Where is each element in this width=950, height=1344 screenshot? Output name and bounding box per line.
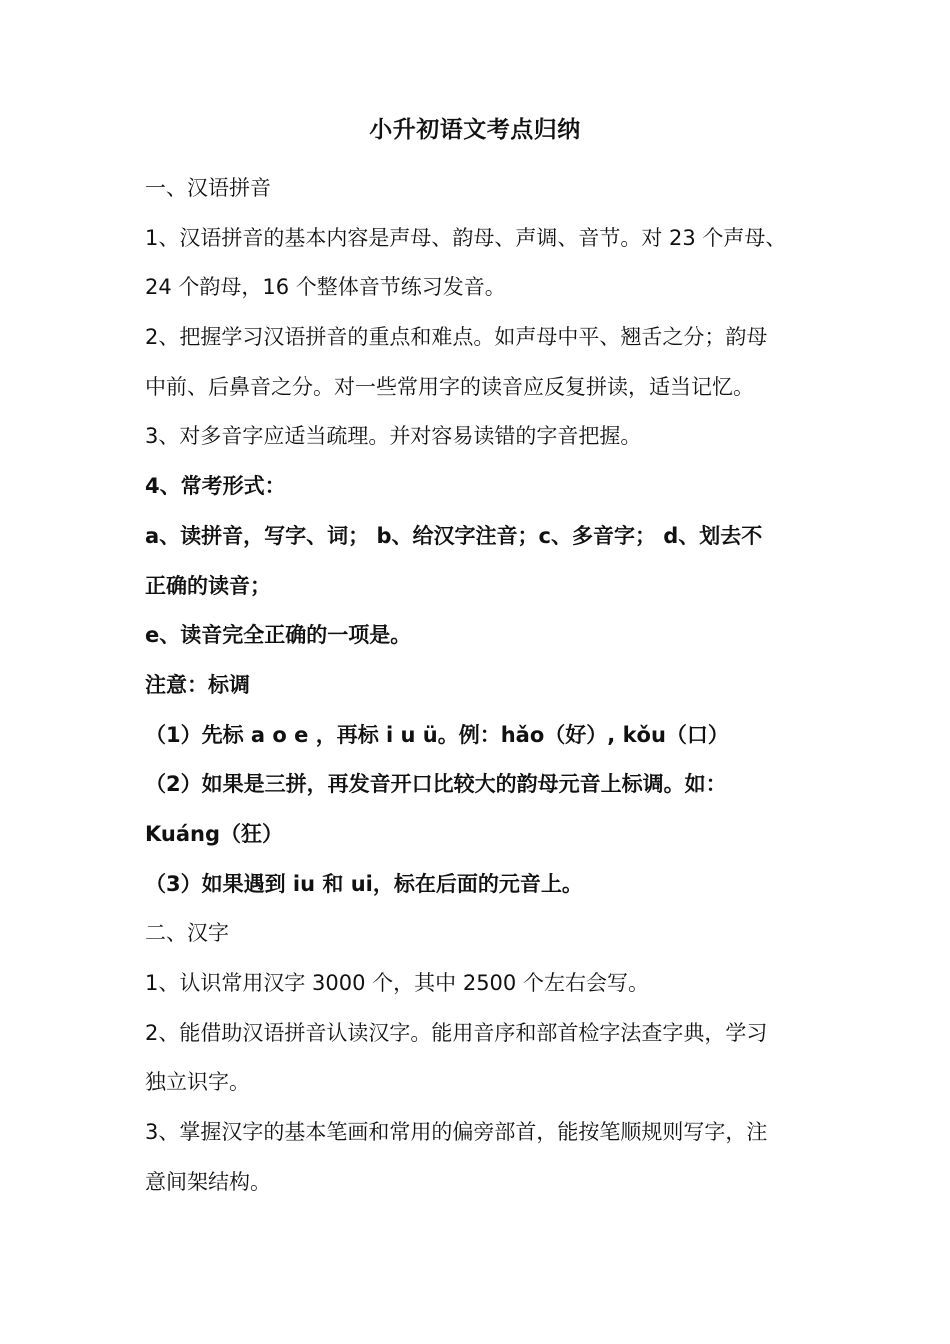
bold-note-heading: 注意：标调 — [145, 672, 250, 697]
document-title: 小升初语文考点归纳 — [369, 117, 581, 143]
paragraph-line: 1、汉语拼音的基本内容是声母、韵母、声调、音节。对 23 个声母、 — [145, 225, 787, 250]
paragraph-line: 2、把握学习汉语拼音的重点和难点。如声母中平、翘舌之分；韵母 — [145, 325, 768, 350]
bold-heading-exam-forms: 4、常考形式： — [145, 474, 286, 499]
paragraph-line: 意间架结构。 — [145, 1169, 271, 1194]
paragraph-line: 3、掌握汉字的基本笔画和常用的偏旁部首，能按笔顺规则写字，注 — [145, 1120, 768, 1145]
bold-paragraph-line: a、读拼音，写字、词； b、给汉字注音；c、多音字； d、划去不 — [145, 523, 763, 548]
bold-paragraph-line: 正确的读音； — [145, 573, 271, 598]
paragraph-line: 3、对多音字应适当疏理。并对容易读错的字音把握。 — [145, 424, 642, 449]
paragraph-line: 1、认识常用汉字 3000 个，其中 2500 个左右会写。 — [145, 971, 649, 995]
paragraph-line: 中前、后鼻音之分。对一些常用字的读音应反复拼读，适当记忆。 — [145, 374, 754, 399]
bold-rule-line: （2）如果是三拼，再发音开口比较大的韵母元音上标调。如： — [145, 772, 727, 797]
paragraph-line: 2、能借助汉语拼音认读汉字。能用音序和部首检字法查字典，学习 — [145, 1020, 768, 1045]
bold-rule-line: （3）如果遇到 iu 和 ui，标在后面的元音上。 — [145, 871, 583, 896]
bold-rule-line: （1）先标 a o e ，再标 i u ü。例：hǎo（好）, kǒu（口） — [145, 722, 729, 747]
document-body — [145, 164, 815, 1207]
bold-paragraph-line: e、读音完全正确的一项是。 — [145, 623, 412, 648]
bold-rule-line: Kuáng（狂） — [145, 821, 284, 846]
section-heading-hanzi: 二、汉字 — [145, 921, 229, 946]
section-heading-pinyin: 一、汉语拼音 — [145, 176, 271, 200]
paragraph-line: 独立识字。 — [145, 1070, 250, 1095]
paragraph-line: 24 个韵母，16 个整体音节练习发音。 — [145, 275, 506, 300]
